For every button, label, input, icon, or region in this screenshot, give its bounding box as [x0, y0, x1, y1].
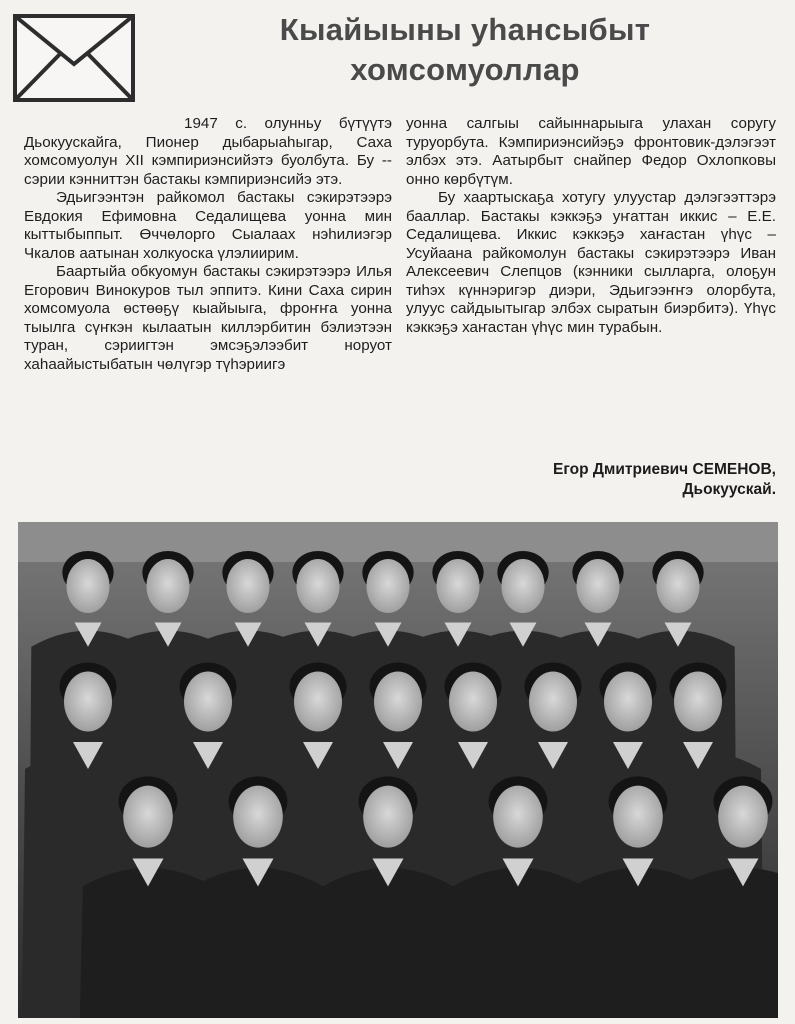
- person-face: [449, 672, 497, 732]
- person-face: [226, 559, 269, 613]
- author-signature: [406, 460, 776, 500]
- person-face: [123, 786, 173, 848]
- person-face: [613, 786, 663, 848]
- person-face: [66, 559, 109, 613]
- person-face: [674, 672, 722, 732]
- person-face: [576, 559, 619, 613]
- person-body: [190, 868, 326, 1018]
- person-face: [64, 672, 112, 732]
- group-photo: [18, 522, 778, 1018]
- person-face: [501, 559, 544, 613]
- article-paragraph: Баартыйа обкуомун бастакы сэкирэтээрэ Илья Егорович Винокуров тыл эппитэ. Кини Саха сирин хомсомуола өстөөҕү кыайыыга, фроҥҥа уонна тыылга сүҥкэн кылаатын киллэрбитин бэлиэтээн туран, сэриигтэн эмсэҕэлээбит норуот хаһаайыстыбатын чөлүгэр түһэриигэ: [24, 263, 392, 373]
- article-column-left: [24, 115, 392, 374]
- group-photo-image: [18, 522, 778, 1018]
- person-body: [320, 868, 456, 1018]
- person-face: [146, 559, 189, 613]
- person-face: [604, 672, 652, 732]
- article-paragraph: Эдьигээнтэн райкомол бастакы сэкирэтээрэ Евдокия Ефимовна Седалищева уонна мин кыттыбыппыт. Өччөлорго Сыалаах нэһилиэгэр Чкалов аатынан холкуоска үлэлиирим.: [24, 189, 392, 262]
- author-name: Егор Дмитриевич СЕМЕНОВ,: [553, 461, 776, 478]
- person-face: [294, 672, 342, 732]
- envelope-icon: [12, 12, 136, 104]
- person-face: [184, 672, 232, 732]
- person-body: [675, 868, 778, 1018]
- article-paragraph: уонна салгыы сайыннарыыга улахан соругу туруорбута. Кэмпириэнсийэҕэ фронтовик-дэлэгээт элбэх этэ. Аатырбыт снайпер Федор Охлопковы онно көрбүтүм.: [406, 115, 776, 188]
- person-face: [718, 786, 768, 848]
- headline-line-1: Кыайыыны уһансыбыт: [279, 12, 651, 47]
- person-face: [374, 672, 422, 732]
- headline: [150, 10, 780, 90]
- author-place: Дьокуускай.: [682, 481, 776, 498]
- person-face: [363, 786, 413, 848]
- person-face: [436, 559, 479, 613]
- person-face: [493, 786, 543, 848]
- article-paragraph: Бу хаартыскаҕа хотугу улуустар дэлэгээттэрэ бааллар. Бастакы кэккэҕэ уҥаттан иккис – Е.Е. Седалищева. Иккис кэккэҕэ хаҥастан үһүс – Усуйаана райкомолун бастакы сэкирэтээрэ Иван Алексеевич Слепцов (кэнники сылларга, олоҕун тиһэх күннэригэр диэри, Эдьигээҥҥэ олорбута, улуус сайдыытыгар элбэх сыратын биэрбитэ). Үһүс кэккэҕэ хаҥастан үһүс мин турабын.: [406, 189, 776, 336]
- person-face: [529, 672, 577, 732]
- person-face: [656, 559, 699, 613]
- article-paragraph: 1947 с. олунньу бүтүүтэ Дьокуускайга, Пионер дыбарыаһыгар, Саха хомсомуолун XII кэмпириэнсийэтэ буолбута. Бу -- сэрии кэнниттэн бастакы кэмпириэнсийэ этэ.: [24, 115, 392, 188]
- person-body: [450, 868, 586, 1018]
- headline-line-2: хомсомуоллар: [350, 52, 580, 87]
- person-face: [233, 786, 283, 848]
- person-face: [366, 559, 409, 613]
- article-column-right: [406, 115, 776, 337]
- person-face: [296, 559, 339, 613]
